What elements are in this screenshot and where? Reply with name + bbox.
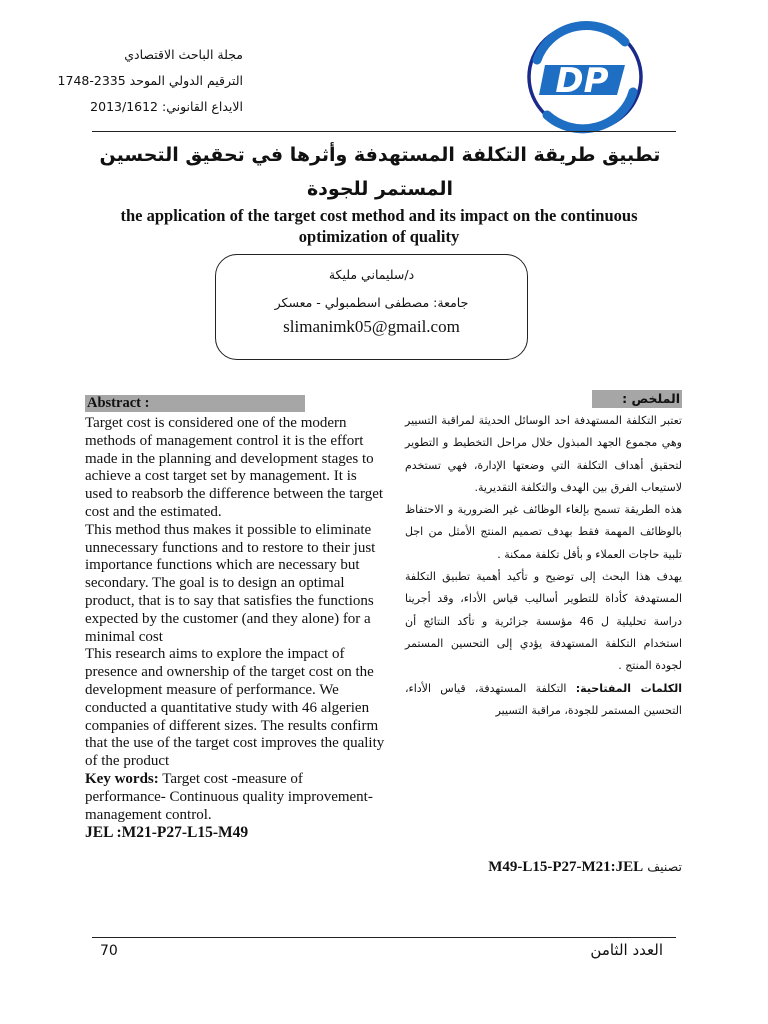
- title-english: the application of the target cost method and its impact on the continuous optimization of quality: [120, 206, 638, 246]
- keywords-ar-text: التكلفة المستهدفة، قياس الأداء، التحسين المستمر للجودة، مراقبة التسيير: [405, 681, 682, 717]
- abstract-ar: [405, 410, 682, 722]
- abstract-en-paragraph: Target cost is considered one of the modern methods of management control it is the effort made in the planning and development stages to achieve a cost target set by management. It is used to reabsorb the difference between the target cost and the estimated.: [85, 415, 384, 520]
- author-email[interactable]: slimanimk05@gmail.com: [283, 317, 460, 336]
- jel-ar-label: تصنيف: [647, 859, 682, 874]
- abstract-ar-label-wrap: [410, 388, 682, 406]
- abstract-ar-label: الملخص :: [592, 390, 682, 408]
- logo-text: DP: [555, 61, 609, 101]
- abstract-ar-paragraph: يهدف هذا البحث إلى توضيح و تأكيد أهمية تطبيق التكلفة المستهدفة كأداة للتطوير أساليب قياس الأداء، وقد أجرينا دراسة تحليلية ل 46 مؤسسة جزائرية و تأكد النتائج أن استخدام التكلفة المستهدفة يؤدي إلى التحسين المستمر لجودة المنتج .: [405, 570, 682, 673]
- journal-logo: [525, 20, 645, 135]
- journal-meta: [23, 42, 243, 120]
- jel-ar-codes: M49-L15-P27-M21:JEL: [488, 859, 644, 875]
- keywords-en: [85, 771, 385, 824]
- jel-ar: [405, 859, 682, 876]
- abstract-en-paragraph: This method thus makes it possible to eliminate unnecessary functions and to restore to their just importance functions which are necessary but secondary. The goal is to design an optimal product, that is to say that satisfies the functions expected by the customer (and they alone) for a minimal cost: [85, 521, 376, 645]
- abstract-en: [85, 415, 385, 842]
- author-box: [215, 254, 528, 360]
- page-number: 70: [100, 943, 118, 959]
- journal-name: مجلة الباحث الاقتصادي: [124, 47, 243, 62]
- bottom-rule: [92, 937, 676, 938]
- journal-deposit: الايداع القانوني: 2013/1612: [90, 99, 243, 114]
- issue-label: العدد الثامن: [590, 941, 663, 959]
- keywords-ar-label: الكلمات المفتاحية:: [575, 681, 682, 695]
- keywords-ar: [405, 678, 682, 723]
- top-rule: [92, 131, 676, 132]
- title-arabic: تطبيق طريقة التكلفة المستهدفة وأثرها في تحقيق التحسين المستمر للجودة: [99, 144, 661, 200]
- abstract-ar-paragraph: تعتبر التكلفة المستهدفة احد الوسائل الحديثة لمراقبة التسيير وهي مجموع الجهد المبذول خلال مراحل التخطيط و التطوير لتحقيق أهداف التكلفة التي وضعتها الإدارة، فهي تستخدم لاستيعاب الفرق بين الهدف والتكلفة التقديرية.: [405, 414, 682, 494]
- journal-issn: الترقيم الدولي الموحد 2335-1748: [57, 73, 243, 88]
- abstract-en-label: Abstract :: [85, 395, 305, 412]
- jel-en: JEL :M21-P27-L15-M49: [85, 824, 249, 842]
- author-university: جامعة: مصطفى اسطمبولي - معسكر: [274, 295, 469, 310]
- keywords-en-text: Target cost -measure of performance- Continuous quality improvement- management control.: [85, 770, 373, 823]
- keywords-en-label: Key words:: [85, 770, 159, 787]
- abstract-ar-paragraph: هذه الطريقة تسمح بإلغاء الوظائف غير الضرورية و الاحتفاظ بالوظائف المهمة فقط بهدف تصميم المنتج الأمثل من اجل تلبية حاجات العملاء و بأقل تكلفة ممكنة .: [405, 503, 682, 561]
- author-name: د/سليماني مليكة: [328, 267, 415, 282]
- abstract-en-paragraph: This research aims to explore the impact of presence and ownership of the target cost on the development measure of performance. We conducted a quantitative study with 46 algerien companies of different sizes. The results confirm that the use of the target cost improves the quality of the product: [85, 646, 385, 770]
